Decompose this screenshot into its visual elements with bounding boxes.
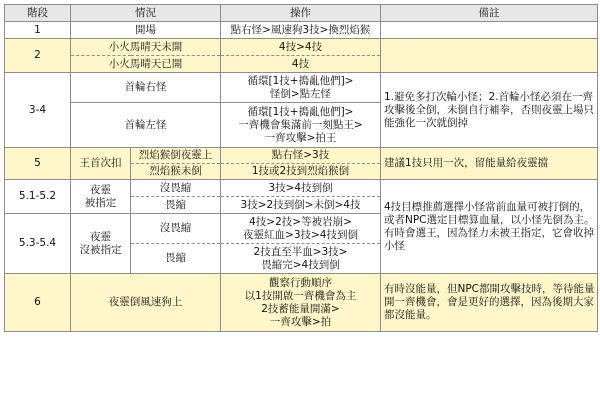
operation-cell: 循環[1技+搗亂他們]> 怪倒>點左怪 (221, 73, 381, 103)
table-row (5, 274, 598, 332)
note-cell (381, 22, 598, 39)
situation-cell: 烈焰猴倒夜靈上 (131, 148, 221, 164)
note-cell: 4技目標推薦選擇小怪當前血量可被打倒的，或者NPC選定目標算血量，以小怪先倒為主。有時會選王，因為怪力未被王指定，它會收掉小怪 (381, 180, 598, 274)
situation-cell: 首輪右怪 (71, 73, 221, 103)
note-cell: 1.避免多打次輪小怪；2.首輪小怪必須在一齊攻擊後全倒，未倒自行補拳，否則夜靈上場只能強化一次就倒掉 (381, 73, 598, 148)
situation-cell: 小火馬晴天未開 (71, 39, 221, 56)
operation-cell: 4技 (221, 56, 381, 73)
operation-cell: 點右怪>風速狗3技>換烈焰猴 (221, 22, 381, 39)
operation-cell: 循環[1技+搗亂他們]> 一齊機會集滿前一刻點王> 一齊攻擊>拍王 (221, 103, 381, 148)
table-row (5, 73, 598, 103)
table-row (5, 148, 598, 164)
note-cell: 有時沒能量，但NPC都開攻擊技時，等待能量開一齊機會，會是更好的選擇，因為後期大家都沒能量。 (381, 274, 598, 332)
note-cell (381, 39, 598, 73)
operation-cell: 點右怪>3技 (221, 148, 381, 164)
stage-cell: 2 (5, 39, 71, 73)
situation-cell: 畏縮 (131, 244, 221, 274)
header-stage: 階段 (5, 5, 71, 22)
situation-cell: 開場 (71, 22, 221, 39)
situation-cell: 烈焰猴未倒 (131, 164, 221, 180)
stage-cell: 5 (5, 148, 71, 180)
stage-cell: 3-4 (5, 73, 71, 148)
note-cell: 建議1技只用一次，留能量給夜靈擋 (381, 148, 598, 180)
operation-cell: 1技或2技到烈焰猴倒 (221, 164, 381, 180)
situation-cell: 畏縮 (131, 197, 221, 214)
stage-cell: 5.1-5.2 (5, 180, 71, 214)
header-note: 備註 (381, 5, 598, 22)
header-row (5, 5, 598, 22)
stage-cell: 5.3-5.4 (5, 214, 71, 274)
situation-main-cell: 夜靈 被指定 (71, 180, 131, 214)
stage-cell: 6 (5, 274, 71, 332)
operation-cell: 2技直至半血>3技> 畏縮完>4技到倒 (221, 244, 381, 274)
situation-cell: 小火馬晴天已開 (71, 56, 221, 73)
situation-cell: 夜靈倒風速狗上 (71, 274, 221, 332)
operation-cell: 觀察行動順序 以1技開啟一齊機會為主 2技蓄能量開滿> 一齊攻擊>拍 (221, 274, 381, 332)
table-row (5, 39, 598, 56)
situation-cell: 沒畏縮 (131, 180, 221, 197)
situation-cell: 沒畏縮 (131, 214, 221, 244)
operation-cell: 3技>4技到倒 (221, 180, 381, 197)
table-row (5, 22, 598, 39)
header-operation: 操作 (221, 5, 381, 22)
strategy-table (4, 4, 598, 332)
table-row (5, 180, 598, 197)
operation-cell: 4技>2技>等被岩崩> 夜靈紅血>3技>4技到倒 (221, 214, 381, 244)
operation-cell: 3技>2技到倒>未倒>4技 (221, 197, 381, 214)
situation-main-cell: 夜靈 沒被指定 (71, 214, 131, 274)
situation-cell: 首輪左怪 (71, 103, 221, 148)
header-situation: 情況 (71, 5, 221, 22)
situation-main-cell: 王首次扣 (71, 148, 131, 180)
operation-cell: 4技>4技 (221, 39, 381, 56)
stage-cell: 1 (5, 22, 71, 39)
